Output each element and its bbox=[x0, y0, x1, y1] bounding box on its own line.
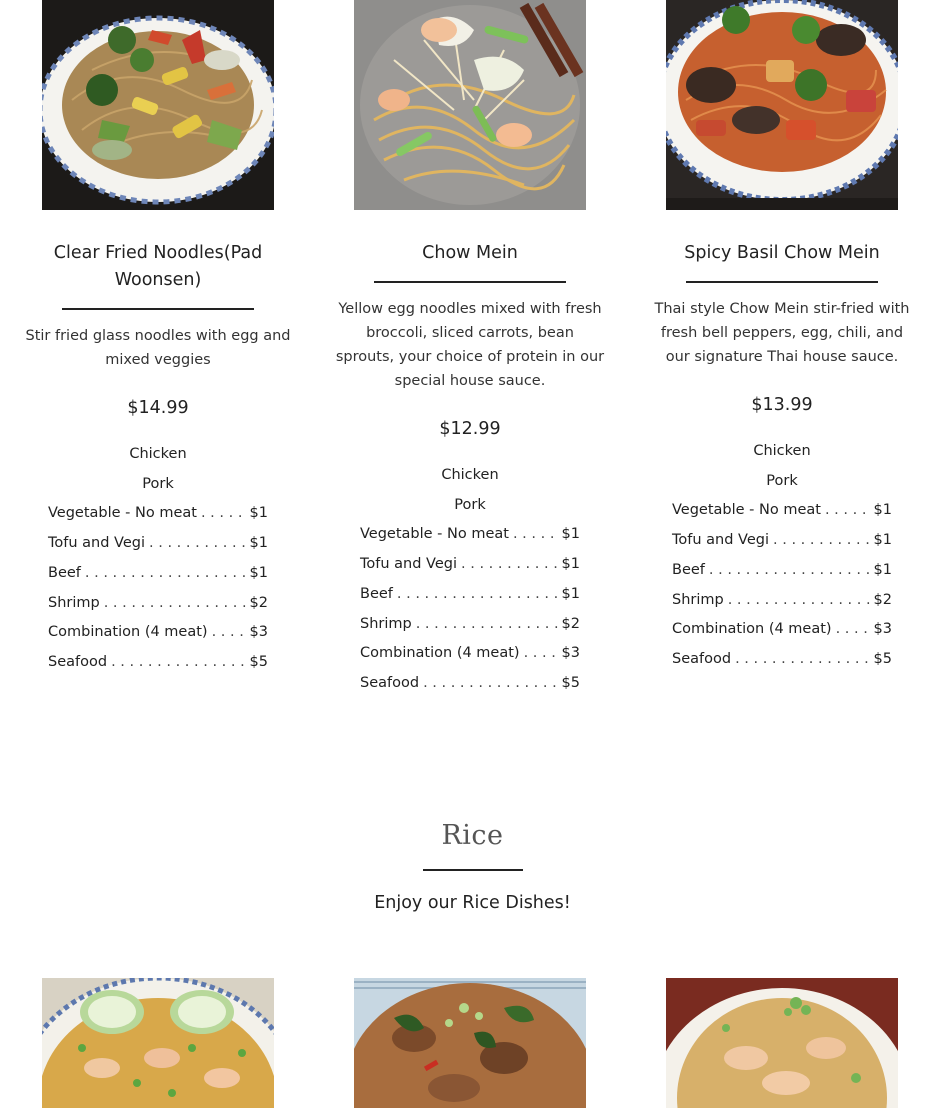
option-label: Beef bbox=[360, 585, 393, 602]
dish-photo[interactable] bbox=[354, 0, 586, 210]
option-row bbox=[672, 615, 892, 645]
option-row bbox=[360, 669, 580, 699]
dish-card-pad-woonsen bbox=[8, 0, 308, 678]
option-row bbox=[672, 556, 892, 586]
option-row bbox=[48, 499, 268, 529]
option-row bbox=[48, 589, 268, 619]
rice-dish-photo[interactable] bbox=[666, 978, 898, 1108]
option-label: Vegetable - No meat bbox=[48, 505, 197, 522]
option-row bbox=[360, 610, 580, 640]
dot-leader bbox=[397, 580, 558, 610]
dish-price: $12.99 bbox=[439, 419, 501, 439]
option-label: Combination (4 meat) bbox=[360, 645, 520, 662]
rice-section-header bbox=[0, 820, 945, 913]
option-cost: $3 bbox=[561, 645, 580, 662]
option-row bbox=[360, 520, 580, 550]
dish-title: Chow Mein bbox=[422, 243, 518, 263]
protein-options bbox=[8, 440, 308, 678]
option-label: Beef bbox=[48, 564, 81, 581]
option-row bbox=[48, 529, 268, 559]
option-label: Tofu and Vegi bbox=[360, 556, 458, 573]
option-cost: $1 bbox=[561, 585, 580, 602]
dot-leader bbox=[836, 615, 870, 645]
option-cost: $2 bbox=[249, 594, 268, 611]
option-label: Seafood bbox=[672, 650, 732, 667]
dish-description: Thai style Chow Mein stir-fried with fresh bell peppers, egg, chili, and our signature Thai house sauce. bbox=[654, 301, 910, 365]
option-label: Vegetable - No meat bbox=[672, 502, 821, 519]
dish-price: $13.99 bbox=[751, 395, 813, 415]
dot-leader bbox=[513, 520, 558, 550]
option-row bbox=[672, 645, 892, 675]
option-label: Tofu and Vegi bbox=[672, 532, 770, 549]
section-divider bbox=[423, 869, 523, 871]
option-label: Combination (4 meat) bbox=[672, 621, 832, 638]
option-cost: $1 bbox=[873, 502, 892, 519]
dot-leader bbox=[423, 669, 557, 699]
option-label: Beef bbox=[672, 561, 705, 578]
option-label: Shrimp bbox=[48, 594, 100, 611]
protein-options bbox=[320, 461, 620, 699]
option-row bbox=[48, 559, 268, 589]
option-label: Seafood bbox=[360, 674, 420, 691]
title-divider bbox=[62, 308, 254, 310]
dish-title: Spicy Basil Chow Mein bbox=[684, 243, 880, 263]
dot-leader bbox=[212, 618, 246, 648]
option-cost: $5 bbox=[249, 653, 268, 670]
option-cost: $1 bbox=[249, 564, 268, 581]
option-cost: $1 bbox=[561, 556, 580, 573]
dot-leader bbox=[735, 645, 869, 675]
dot-leader bbox=[416, 610, 558, 640]
option-cost: $3 bbox=[249, 624, 268, 641]
option-chicken: Chicken bbox=[441, 467, 499, 483]
dish-description: Stir fried glass noodles with egg and mixed veggies bbox=[25, 328, 291, 368]
option-chicken: Chicken bbox=[753, 443, 811, 459]
option-row bbox=[672, 496, 892, 526]
dot-leader bbox=[85, 559, 246, 589]
protein-options bbox=[632, 437, 932, 675]
dish-photo[interactable] bbox=[42, 0, 274, 210]
option-cost: $1 bbox=[873, 532, 892, 549]
dot-leader bbox=[461, 550, 558, 580]
section-subtitle: Enjoy our Rice Dishes! bbox=[374, 893, 571, 913]
dot-leader bbox=[709, 556, 870, 586]
option-pork: Pork bbox=[142, 475, 174, 492]
section-title: Rice bbox=[441, 820, 504, 851]
option-row bbox=[672, 586, 892, 616]
option-cost: $3 bbox=[873, 621, 892, 638]
option-cost: $1 bbox=[249, 535, 268, 552]
option-row bbox=[48, 618, 268, 648]
option-chicken: Chicken bbox=[129, 446, 187, 462]
dot-leader bbox=[201, 499, 246, 529]
dot-leader bbox=[825, 496, 870, 526]
option-cost: $5 bbox=[561, 674, 580, 691]
option-label: Combination (4 meat) bbox=[48, 624, 208, 641]
dot-leader bbox=[111, 648, 245, 678]
option-label: Seafood bbox=[48, 653, 108, 670]
dish-description: Yellow egg noodles mixed with fresh broccoli, sliced carrots, bean sprouts, your choice of protein in our special house sauce. bbox=[335, 301, 605, 389]
option-cost: $2 bbox=[873, 591, 892, 608]
dish-title: Clear Fried Noodles(Pad Woonsen) bbox=[53, 243, 263, 290]
option-label: Tofu and Vegi bbox=[48, 535, 146, 552]
option-pork: Pork bbox=[454, 496, 486, 513]
dish-card-spicy-basil-chow-mein bbox=[632, 0, 932, 675]
dot-leader bbox=[728, 586, 870, 616]
title-divider bbox=[686, 281, 878, 283]
dish-photo[interactable] bbox=[666, 0, 898, 210]
option-cost: $1 bbox=[249, 505, 268, 522]
dot-leader bbox=[149, 529, 246, 559]
dot-leader bbox=[104, 589, 246, 619]
option-cost: $5 bbox=[873, 650, 892, 667]
option-cost: $1 bbox=[561, 526, 580, 543]
option-row bbox=[360, 580, 580, 610]
option-cost: $1 bbox=[873, 561, 892, 578]
dot-leader bbox=[773, 526, 870, 556]
dish-card-chow-mein bbox=[320, 0, 620, 699]
option-row bbox=[360, 639, 580, 669]
rice-dish-photo[interactable] bbox=[42, 978, 274, 1108]
dish-price: $14.99 bbox=[127, 398, 189, 418]
option-label: Shrimp bbox=[360, 615, 412, 632]
option-label: Vegetable - No meat bbox=[360, 526, 509, 543]
option-row bbox=[672, 526, 892, 556]
option-row bbox=[48, 648, 268, 678]
option-row bbox=[360, 550, 580, 580]
title-divider bbox=[374, 281, 566, 283]
rice-dish-photo[interactable] bbox=[354, 978, 586, 1108]
option-pork: Pork bbox=[766, 472, 798, 489]
option-cost: $2 bbox=[561, 615, 580, 632]
dot-leader bbox=[524, 639, 558, 669]
option-label: Shrimp bbox=[672, 591, 724, 608]
